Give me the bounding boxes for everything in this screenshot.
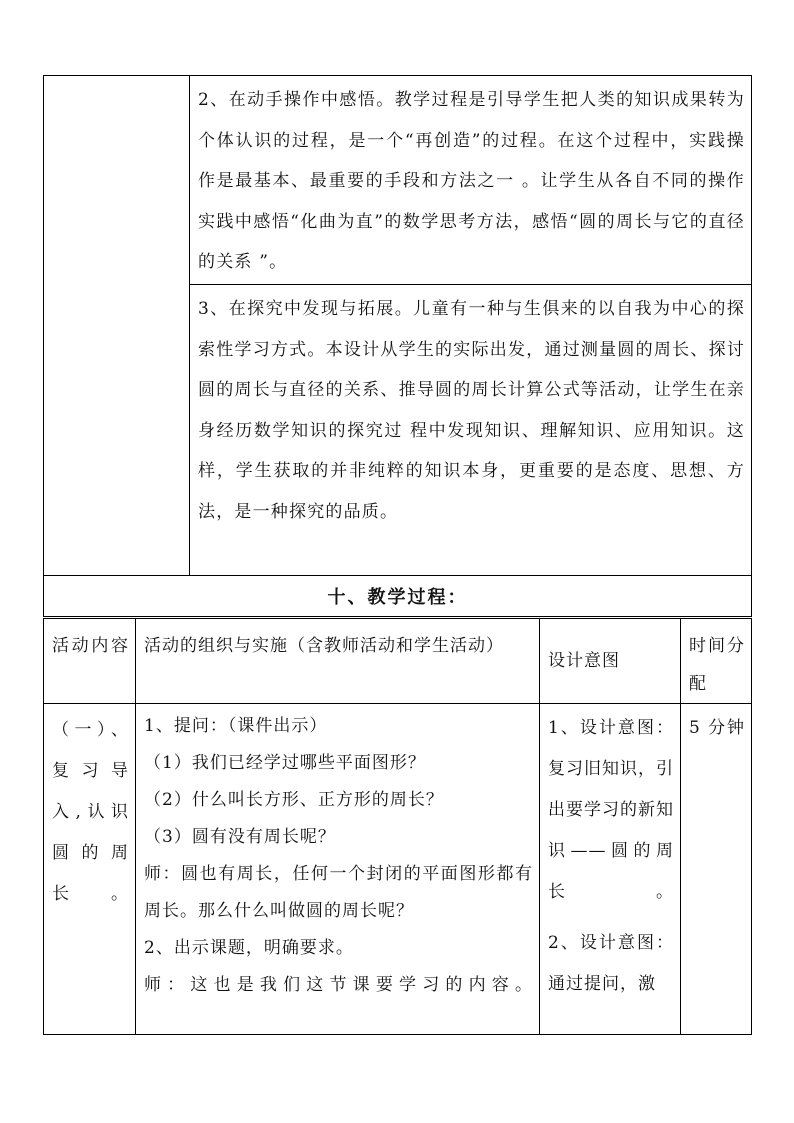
header-design-intent-label: 设计意图 [548, 650, 620, 671]
header-design-intent [540, 619, 681, 704]
section-heading: 十、教学过程： [44, 576, 752, 617]
header-organization-label: 活动的组织与实施（含教师活动和学生活动） [144, 636, 504, 656]
design-intent-cell [540, 704, 681, 1035]
teaching-process-table [43, 618, 752, 1035]
teaching-analysis-table [43, 75, 752, 617]
header-activity-content [44, 619, 136, 704]
design-intent-line: 1、设计意图：复习旧知识，引出要学习的新知识——圆的周长。 [548, 718, 674, 902]
header-organization [136, 619, 540, 704]
header-time-label: 时间分配 [689, 636, 745, 694]
organization-line: 2、出示课题，明确要求。 [144, 938, 354, 958]
organization-cell [136, 704, 540, 1035]
time-cell [681, 704, 752, 1035]
organization-line: 师：这也是我们这节课要学习的内容。 [144, 975, 533, 995]
analysis-cell-3 [190, 285, 752, 576]
organization-line: （3）圆有没有周长呢？ [144, 827, 336, 847]
header-time [681, 619, 752, 704]
analysis-paragraph-3: 3、在探究中发现与拓展。儿童有一种与生俱来的以自我为中心的探索性学习方式。本设计从学生的实际出发，通过测量圆的周长、探讨圆的周长与直径的关系、推导圆的周长计算公式等活动，让学生在亲身经历数学知识的探究过 程中发现知识、理解知识、应用知识。这样，学生获取的并非纯粹的知识本身，更重要的是态度、思想、方法，是一种探究的品质。 [198, 299, 745, 522]
organization-line: （1）我们已经学过哪些平面图形？ [144, 753, 426, 773]
organization-line: 师：圆也有周长，任何一个封闭的平面图形都有周长。那么什么叫做圆的周长呢？ [144, 864, 533, 921]
table-row [44, 576, 752, 617]
organization-line: （2）什么叫长方形、正方形的周长？ [144, 790, 444, 810]
table-row [44, 704, 752, 1035]
analysis-cell-2 [190, 76, 752, 285]
design-intent-line: 2、设计意图：通过提问，激 [548, 933, 674, 994]
table-row [44, 76, 752, 285]
header-activity-content-label: 活动内容 [52, 636, 129, 656]
organization-text [136, 704, 539, 1004]
time-text: 5 分钟 [689, 718, 745, 738]
activity-content-text: （一）、复习导入,认识圆的周长。 [52, 720, 129, 904]
design-intent-text [540, 704, 680, 1005]
organization-line: 1、提问：（课件出示） [144, 716, 328, 736]
empty-label-cell [44, 76, 190, 576]
analysis-paragraph-2: 2、在动手操作中感悟。教学过程是引导学生把人类的知识成果转为个体认识的过程，是一个“再创造”的过程。在这个过程中，实践操作是最基本、最重要的手段和方法之一 。让学生从各自不同的操作实践中感悟“化曲为直”的数学思考方法，感悟“圆的周长与它的直径的关系 ”。 [198, 90, 745, 272]
activity-content-cell [44, 704, 136, 1035]
table-header-row [44, 619, 752, 704]
